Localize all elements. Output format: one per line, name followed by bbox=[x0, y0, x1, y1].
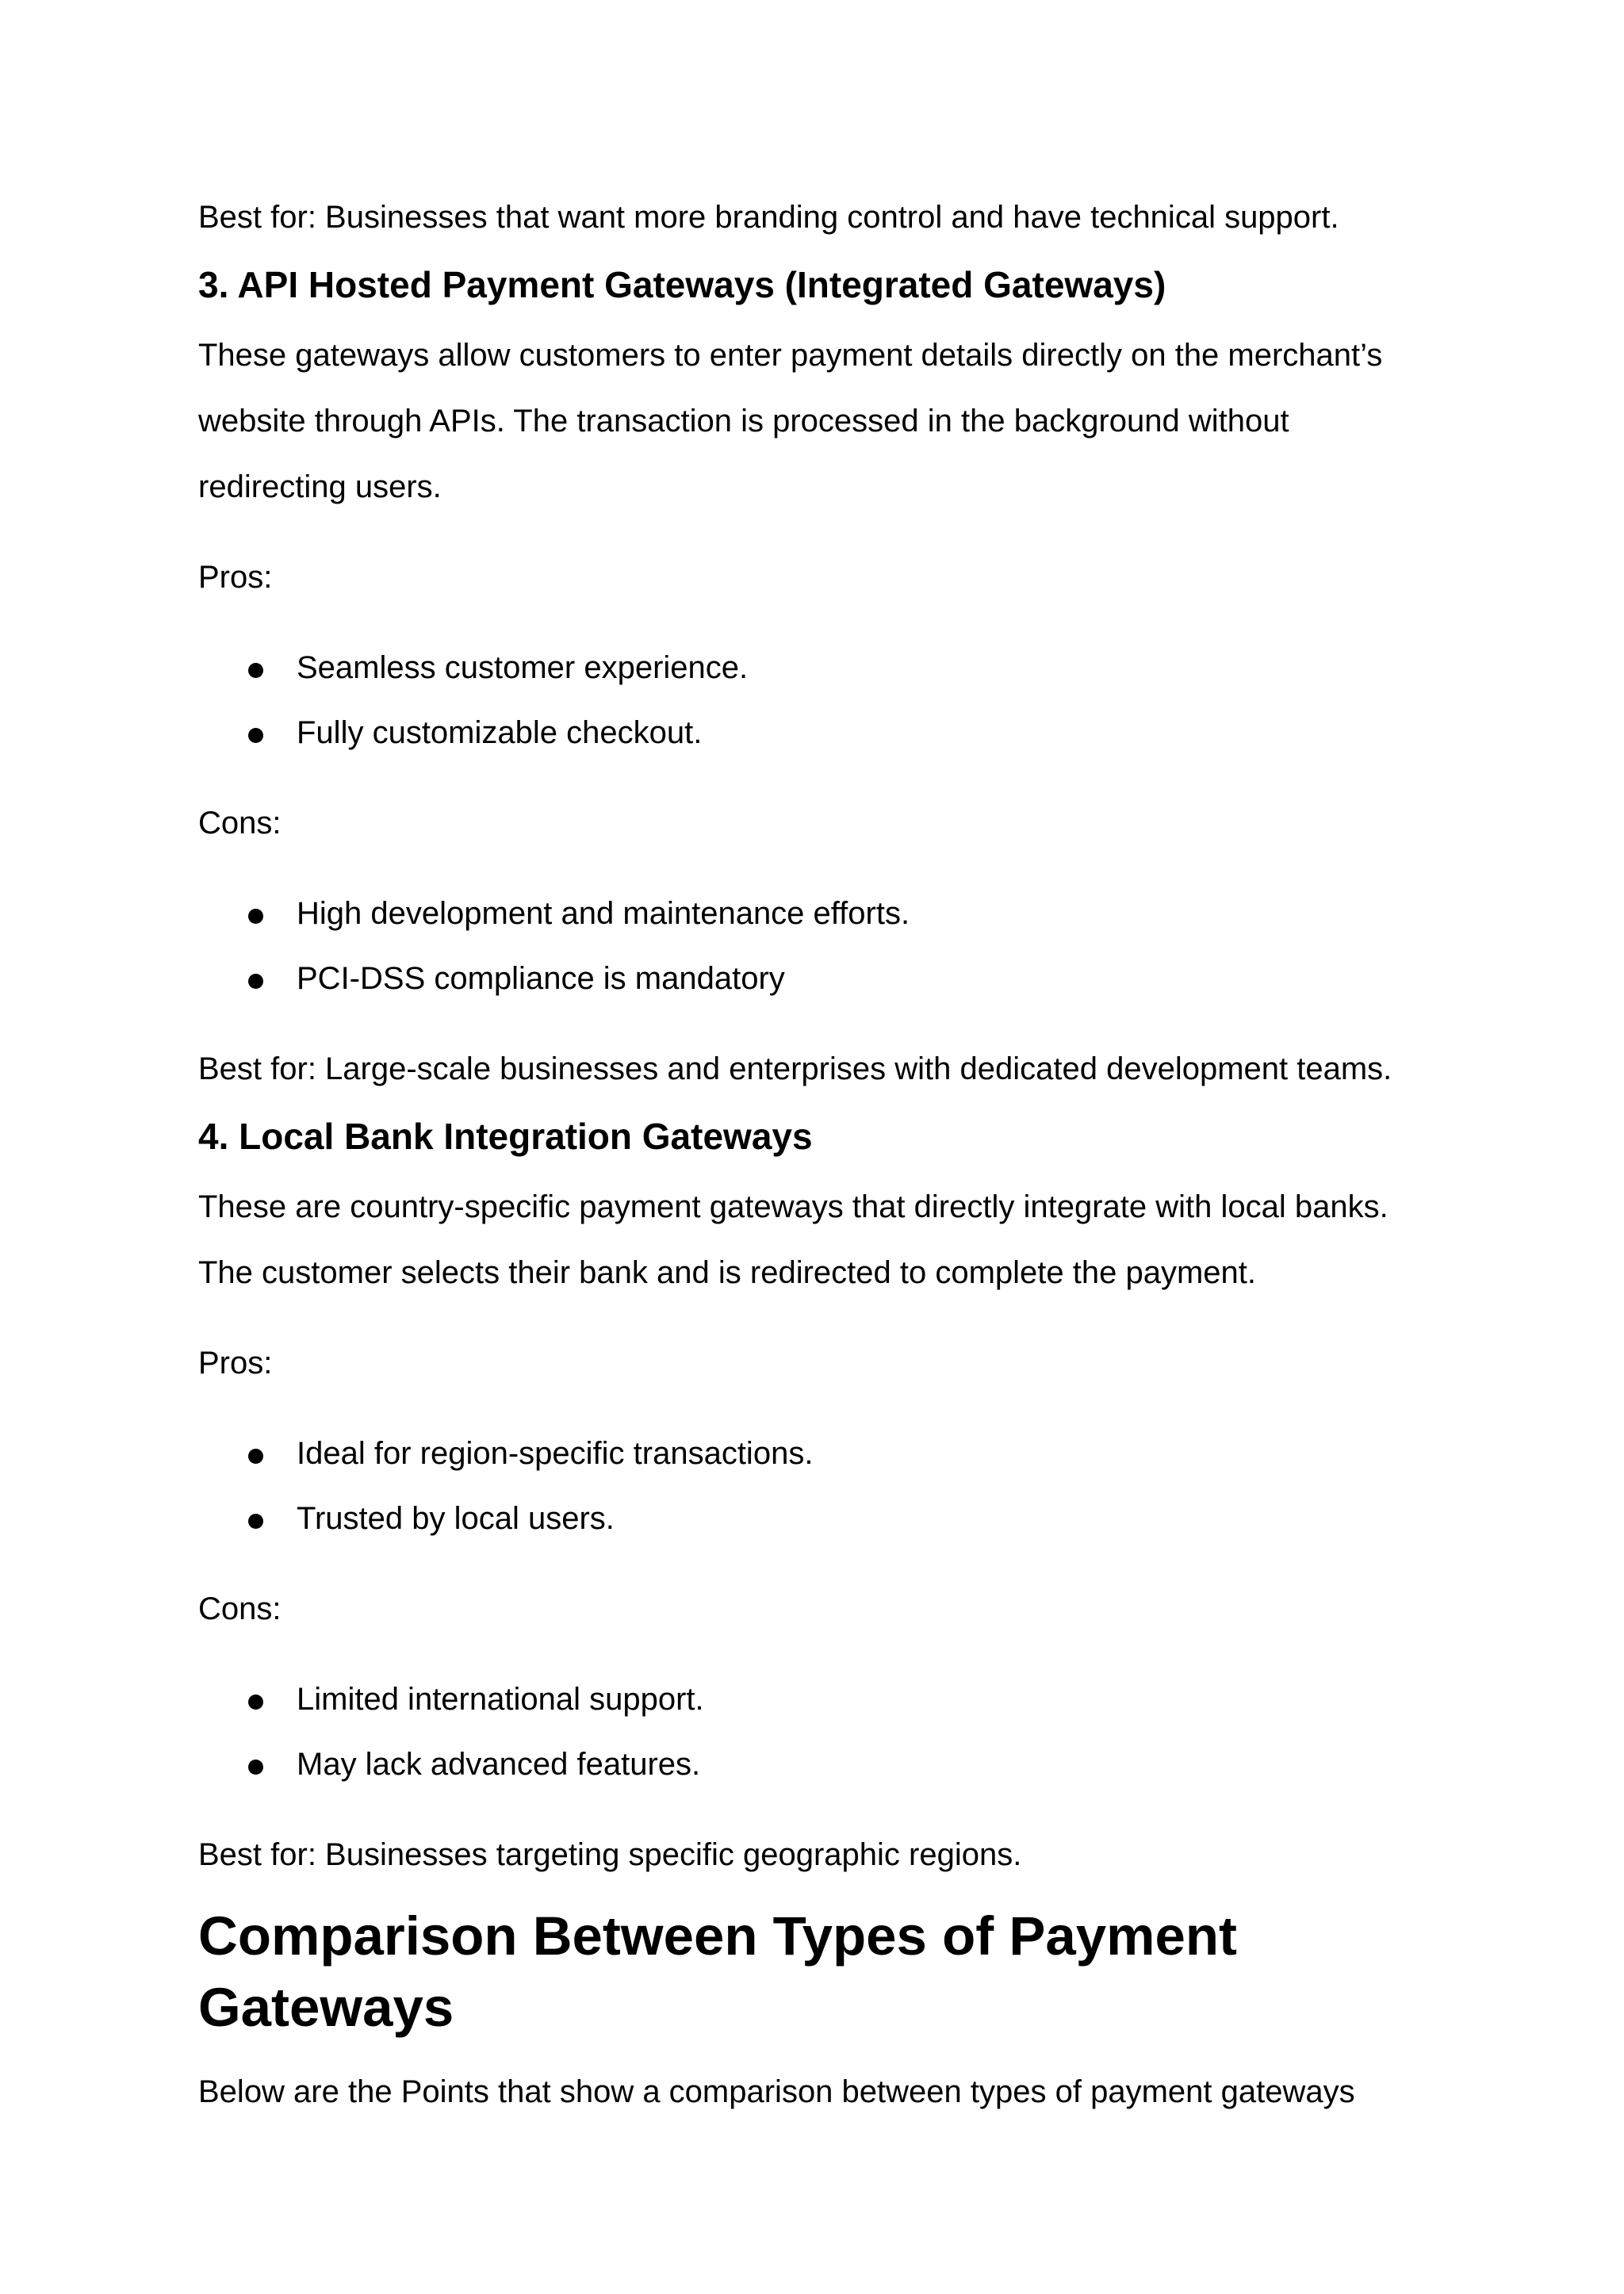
section-4-pros-item: Ideal for region-specific transactions. bbox=[297, 1436, 814, 1471]
section-3-cons-item: High development and maintenance efforts. bbox=[297, 896, 910, 931]
section-4-cons-item: Limited international support. bbox=[297, 1682, 704, 1717]
comparison-heading-line-2: Gateways bbox=[198, 1977, 454, 2038]
best-for-previous: Best for: Businesses that want more branding control and have technical support. bbox=[198, 200, 1339, 235]
section-4-cons-item: May lack advanced features. bbox=[297, 1747, 701, 1782]
bullet-icon bbox=[248, 1695, 263, 1710]
section-3-pros-label: Pros: bbox=[198, 560, 273, 595]
bullet-icon bbox=[248, 974, 263, 989]
section-4-heading: 4. Local Bank Integration Gateways bbox=[198, 1116, 813, 1157]
section-3-description-line-1: These gateways allow customers to enter payment details directly on the merchant’s bbox=[198, 338, 1383, 373]
comparison-heading-line-1: Comparison Between Types of Payment bbox=[198, 1905, 1238, 1967]
section-4-best-for: Best for: Businesses targeting specific geographic regions. bbox=[198, 1837, 1022, 1872]
section-3-cons-item: PCI-DSS compliance is mandatory bbox=[297, 961, 785, 996]
section-4-description-line-1: These are country-specific payment gateways that directly integrate with local banks. bbox=[198, 1189, 1388, 1224]
section-4-cons-label: Cons: bbox=[198, 1591, 282, 1626]
section-3-cons-label: Cons: bbox=[198, 806, 282, 841]
section-3-pros-item: Seamless customer experience. bbox=[297, 650, 749, 685]
bullet-icon bbox=[248, 663, 263, 678]
bullet-icon bbox=[248, 1449, 263, 1464]
section-3-description-line-2: website through APIs. The transaction is processed in the background without bbox=[198, 404, 1289, 439]
section-3-best-for: Best for: Large-scale businesses and enterprises with dedicated development teams. bbox=[198, 1051, 1392, 1086]
section-3-description-line-3: redirecting users. bbox=[198, 469, 442, 504]
section-4-pros-item: Trusted by local users. bbox=[297, 1501, 615, 1536]
section-3-heading: 3. API Hosted Payment Gateways (Integrated Gateways) bbox=[198, 264, 1166, 305]
section-4-description-line-2: The customer selects their bank and is redirected to complete the payment. bbox=[198, 1255, 1257, 1290]
comparison-intro: Below are the Points that show a comparison between types of payment gateways bbox=[198, 2074, 1355, 2109]
bullet-icon bbox=[248, 1514, 263, 1529]
section-3-pros-item: Fully customizable checkout. bbox=[297, 715, 703, 750]
bullet-icon bbox=[248, 909, 263, 924]
section-4-pros-label: Pros: bbox=[198, 1346, 273, 1381]
bullet-icon bbox=[248, 728, 263, 743]
bullet-icon bbox=[248, 1760, 263, 1775]
